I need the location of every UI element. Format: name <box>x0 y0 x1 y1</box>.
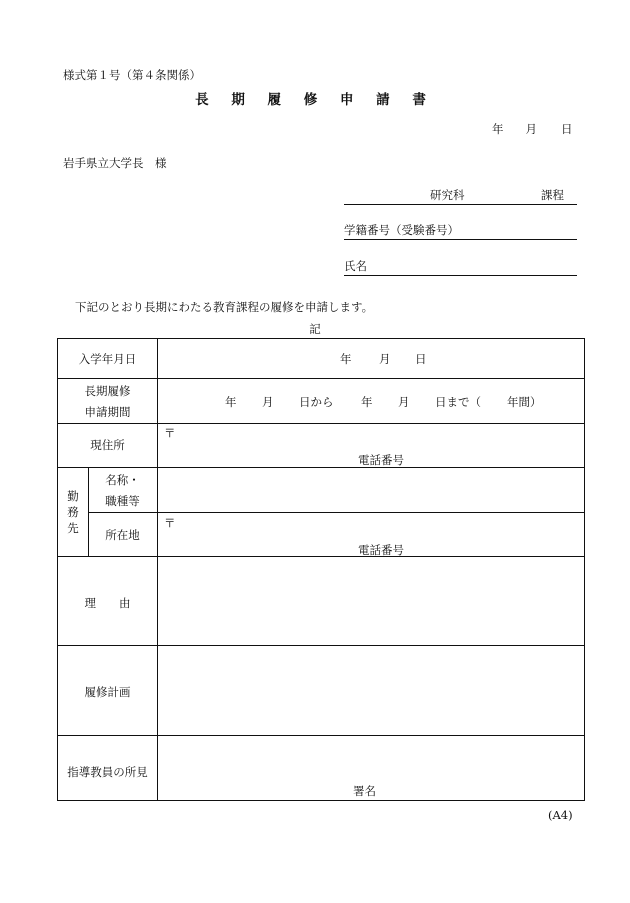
graduate-school-label: 研究科 <box>430 188 465 202</box>
workplace-char: 先 <box>67 521 79 535</box>
workplace-char: 勤 <box>67 489 79 503</box>
form-title: 長 期 履 修 申 請 書 <box>195 92 435 108</box>
location-phone-label: 電話番号 <box>358 543 404 557</box>
org-label-line2: 職種等 <box>105 494 140 508</box>
student-number-label: 学籍番号（受験番号） <box>344 223 459 237</box>
address-phone-label: 電話番号 <box>358 453 404 467</box>
row-divider <box>88 512 585 513</box>
workplace-label <box>58 488 88 536</box>
ki-heading: 記 <box>309 322 321 336</box>
advisor-opinion-label: 指導教員の所見 <box>67 765 148 779</box>
period-years: 年間） <box>507 395 542 409</box>
row-divider <box>58 378 585 379</box>
location-label: 所在地 <box>105 528 140 542</box>
paper-size-note: (A4) <box>548 808 573 822</box>
location-postal-mark: 〒 <box>164 516 176 530</box>
applicant-name-field[interactable] <box>344 258 577 276</box>
date-year: 年 <box>492 122 504 136</box>
form-number-label: 様式第１号（第４条関係） <box>63 68 201 82</box>
date-month: 月 <box>525 122 537 136</box>
intro-text: 下記のとおり長期にわたる教育課程の履修を申請します。 <box>75 300 374 314</box>
date-day: 日 <box>561 122 573 136</box>
period-start-month: 月 <box>262 395 274 409</box>
row-divider <box>58 423 585 424</box>
org-input[interactable] <box>158 471 585 507</box>
signature-label: 署名 <box>353 784 376 798</box>
admission-day: 日 <box>415 352 427 366</box>
student-number-field[interactable] <box>344 222 577 240</box>
address-postal-mark: 〒 <box>164 426 176 440</box>
course-label: 課程 <box>541 188 564 202</box>
address-input[interactable] <box>158 435 585 451</box>
admission-date-label: 入学年月日 <box>78 352 137 366</box>
row-divider <box>58 467 585 468</box>
period-label-line2: 申請期間 <box>84 405 131 419</box>
admission-year: 年 <box>340 352 352 366</box>
plan-label: 履修計画 <box>84 685 131 699</box>
reason-input[interactable] <box>158 557 585 645</box>
period-start-day: 日から <box>299 395 334 409</box>
graduate-school-field[interactable] <box>344 187 577 205</box>
applicant-name-label: 氏名 <box>344 259 367 273</box>
application-date <box>492 121 573 137</box>
period-label-line1: 長期履修 <box>84 384 131 398</box>
advisor-opinion-input[interactable] <box>158 736 585 776</box>
addressee: 岩手県立大学長 様 <box>63 156 167 170</box>
address-label: 現住所 <box>90 438 125 452</box>
signature-line[interactable] <box>353 783 537 801</box>
reason-label: 理 由 <box>84 596 131 610</box>
admission-month: 月 <box>379 352 391 366</box>
period-end-year: 年 <box>361 395 373 409</box>
plan-input[interactable] <box>158 646 585 735</box>
org-label-line1: 名称・ <box>105 473 140 487</box>
period-end-day: 日まで（ <box>435 395 481 409</box>
application-table <box>57 338 585 801</box>
period-start-year: 年 <box>225 395 237 409</box>
workplace-char: 務 <box>67 505 79 519</box>
period-end-month: 月 <box>398 395 410 409</box>
